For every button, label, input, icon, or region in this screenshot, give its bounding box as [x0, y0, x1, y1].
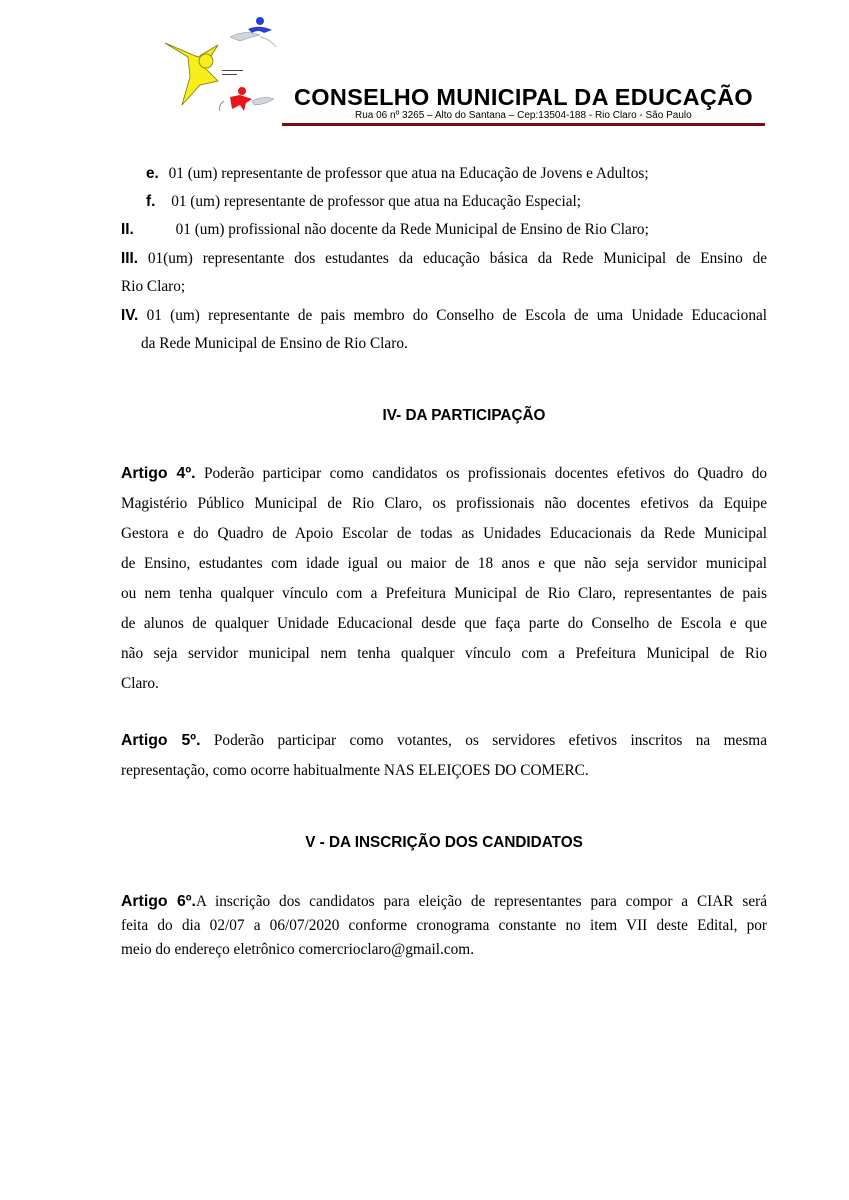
item-text: 01 (um) representante de professor que atua na Educação Especial;: [171, 193, 582, 210]
item-text: 01 (um) representante de pais membro do Conselho de Escola de uma Unidade Educacional: [146, 307, 768, 324]
item-text: 01 (um) representante de professor que atua na Educação de Jovens e Adultos;: [168, 165, 649, 182]
item-continuation: da Rede Municipal de Ensino de Rio Claro.: [141, 335, 408, 352]
item-text: 01(um) representante dos estudantes da educação básica da Rede Municipal de Ensino de: [147, 250, 768, 267]
item-label: IV.: [121, 307, 139, 324]
org-address: Rua 06 nº 3265 – Alto do Santana – Cep:13504-188 - Rio Claro - São Paulo: [355, 110, 692, 121]
document-header: [0, 0, 849, 135]
list-item: [121, 249, 767, 269]
article-4-line: não seja servidor municipal nem tenha qualquer vínculo com a Prefeitura Municipal de Rio: [121, 645, 767, 662]
council-logo: [160, 15, 280, 115]
item-label: f.: [146, 193, 156, 210]
article-4-line: Gestora e do Quadro de Apoio Escolar de todas as Unidades Educacionais da Rede Municipal: [121, 525, 767, 542]
article-label: Artigo 6º.: [121, 893, 196, 910]
section-heading: V - DA INSCRIÇÃO DOS CANDIDATOS: [305, 834, 583, 851]
item-text: 01 (um) profissional não docente da Rede Municipal de Ensino de Rio Claro;: [175, 221, 649, 238]
item-label: III.: [121, 250, 138, 267]
article-5-line: [121, 731, 767, 751]
item-continuation: Rio Claro;: [121, 278, 186, 295]
header-divider: [282, 123, 765, 126]
item-label: II.: [121, 221, 134, 238]
section-heading: IV- DA PARTICIPAÇÃO: [382, 407, 546, 424]
article-4-line: [121, 464, 767, 484]
article-label: Artigo 4º.: [121, 465, 196, 482]
article-4-line: Magistério Público Municipal de Rio Claro, os profissionais não docentes efetivos da Equipe: [121, 495, 767, 512]
article-6-line: [121, 892, 767, 912]
article-text: Poderão participar como candidatos os profissionais docentes efetivos do Quadro do: [203, 465, 768, 482]
article-6-line: meio do endereço eletrônico comercrioclaro@gmail.com.: [121, 941, 475, 958]
logo-caption: ▬▬▬▬▬▬▬ ▬▬▬▬▬: [222, 68, 243, 76]
list-item: [121, 306, 767, 326]
article-5-line: representação, como ocorre habitualmente NAS ELEIÇOES DO COMERC.: [121, 762, 589, 779]
article-4-line: de Ensino, estudantes com idade igual ou maior de 18 anos e que não seja servidor municipal: [121, 555, 767, 572]
article-text: A inscrição dos candidatos para eleição de representantes para compor a CIAR será: [195, 893, 767, 910]
list-item: [121, 220, 649, 240]
article-4-line: de alunos de qualquer Unidade Educacional desde que faça parte do Conselho de Escola e que: [121, 615, 767, 632]
article-4-line: ou nem tenha qualquer vínculo com a Prefeitura Municipal de Rio Claro, representantes de pais: [121, 585, 767, 602]
org-name: CONSELHO MUNICIPAL DA EDUCAÇÃO: [294, 84, 753, 110]
article-label: Artigo 5º.: [121, 732, 201, 749]
list-item: [146, 192, 581, 212]
item-label: e.: [146, 165, 159, 182]
article-6-line: feita do dia 02/07 a 06/07/2020 conforme cronograma constante no item VII deste Edital, por: [121, 917, 767, 934]
list-item: [146, 164, 649, 184]
article-text: Poderão participar como votantes, os servidores efetivos inscritos na mesma: [213, 732, 767, 749]
article-4-line: Claro.: [121, 675, 159, 692]
